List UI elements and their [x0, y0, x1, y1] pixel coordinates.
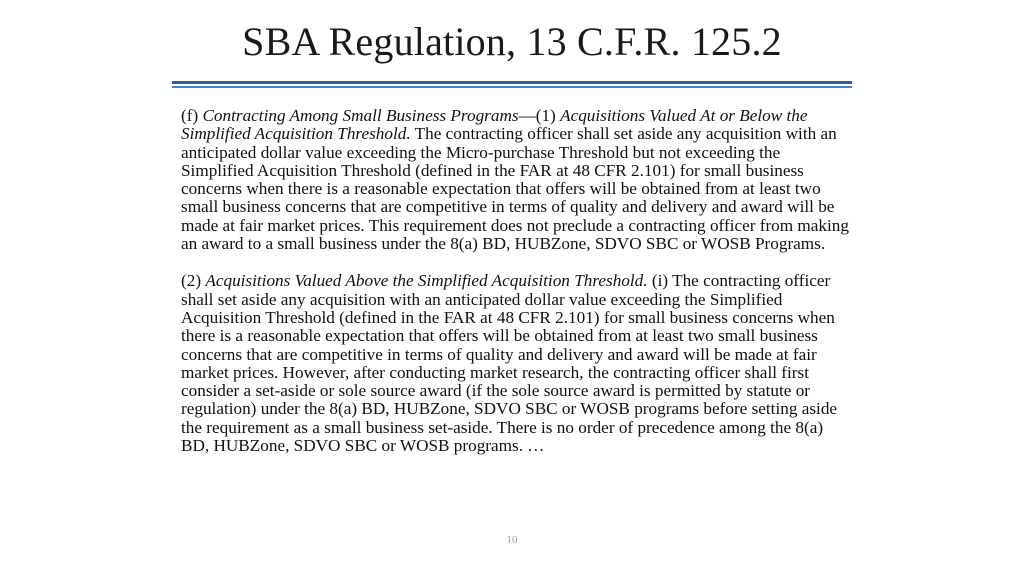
- paragraph-f1-dash: —(1): [518, 106, 561, 125]
- paragraph-f1-subheading: Acquisitions Valued At or Below the Simplified Acquisition Threshold.: [181, 106, 808, 144]
- paragraph-f1-body: The contracting officer shall set aside any acquisition with an anticipated dollar value exceeding the Micro-purchase Threshold but not exceeding the Simplified Acquisition Threshold (defined in the FAR at 48 CFR 2.101) for small business concerns when there is a reasonable expectation that offers will be obtained from at least two small business concerns that are competitive in terms of quality and delivery and award will be made at fair market prices. This requirement does not preclude a contracting officer from making an award to a small business under the 8(a) BD, HUBZone, SDVO SBC or WOSB Programs.: [181, 124, 849, 254]
- paragraph-2: [181, 272, 849, 455]
- page-number: 10: [506, 534, 518, 546]
- title-divider: [172, 81, 852, 84]
- paragraph-f1: [181, 107, 849, 253]
- regulation-text: [181, 107, 849, 455]
- paragraph-2-lead: (2): [181, 271, 206, 291]
- paragraph-2-body: (i) The contracting officer shall set aside any acquisition with an anticipated dollar value exceeding the Simplified Acquisition Threshold (defined in the FAR at 48 CFR 2.101) for small business concerns when there is a reasonable expectation that offers will be obtained from at least two small business concerns that are competitive in terms of quality and delivery and award will be made at fair market prices. However, after conducting market research, the contracting officer shall first consider a set-aside or sole source award (if the sole source award is permitted by statute or regulation) under the 8(a) BD, HUBZone, SDVO SBC or WOSB programs before setting aside the requirement as a small business set-aside. There is no order of precedence among the 8(a) BD, HUBZone, SDVO SBC or WOSB programs. …: [181, 271, 838, 456]
- slide-title: SBA Regulation, 13 C.F.R. 125.2: [242, 19, 782, 64]
- paragraph-f1-lead: (f): [181, 106, 203, 125]
- paragraph-2-heading: Acquisitions Valued Above the Simplified Acquisition Threshold.: [205, 271, 648, 291]
- title-divider-accent: [172, 86, 852, 88]
- paragraph-f1-heading: Contracting Among Small Business Programs: [202, 106, 519, 125]
